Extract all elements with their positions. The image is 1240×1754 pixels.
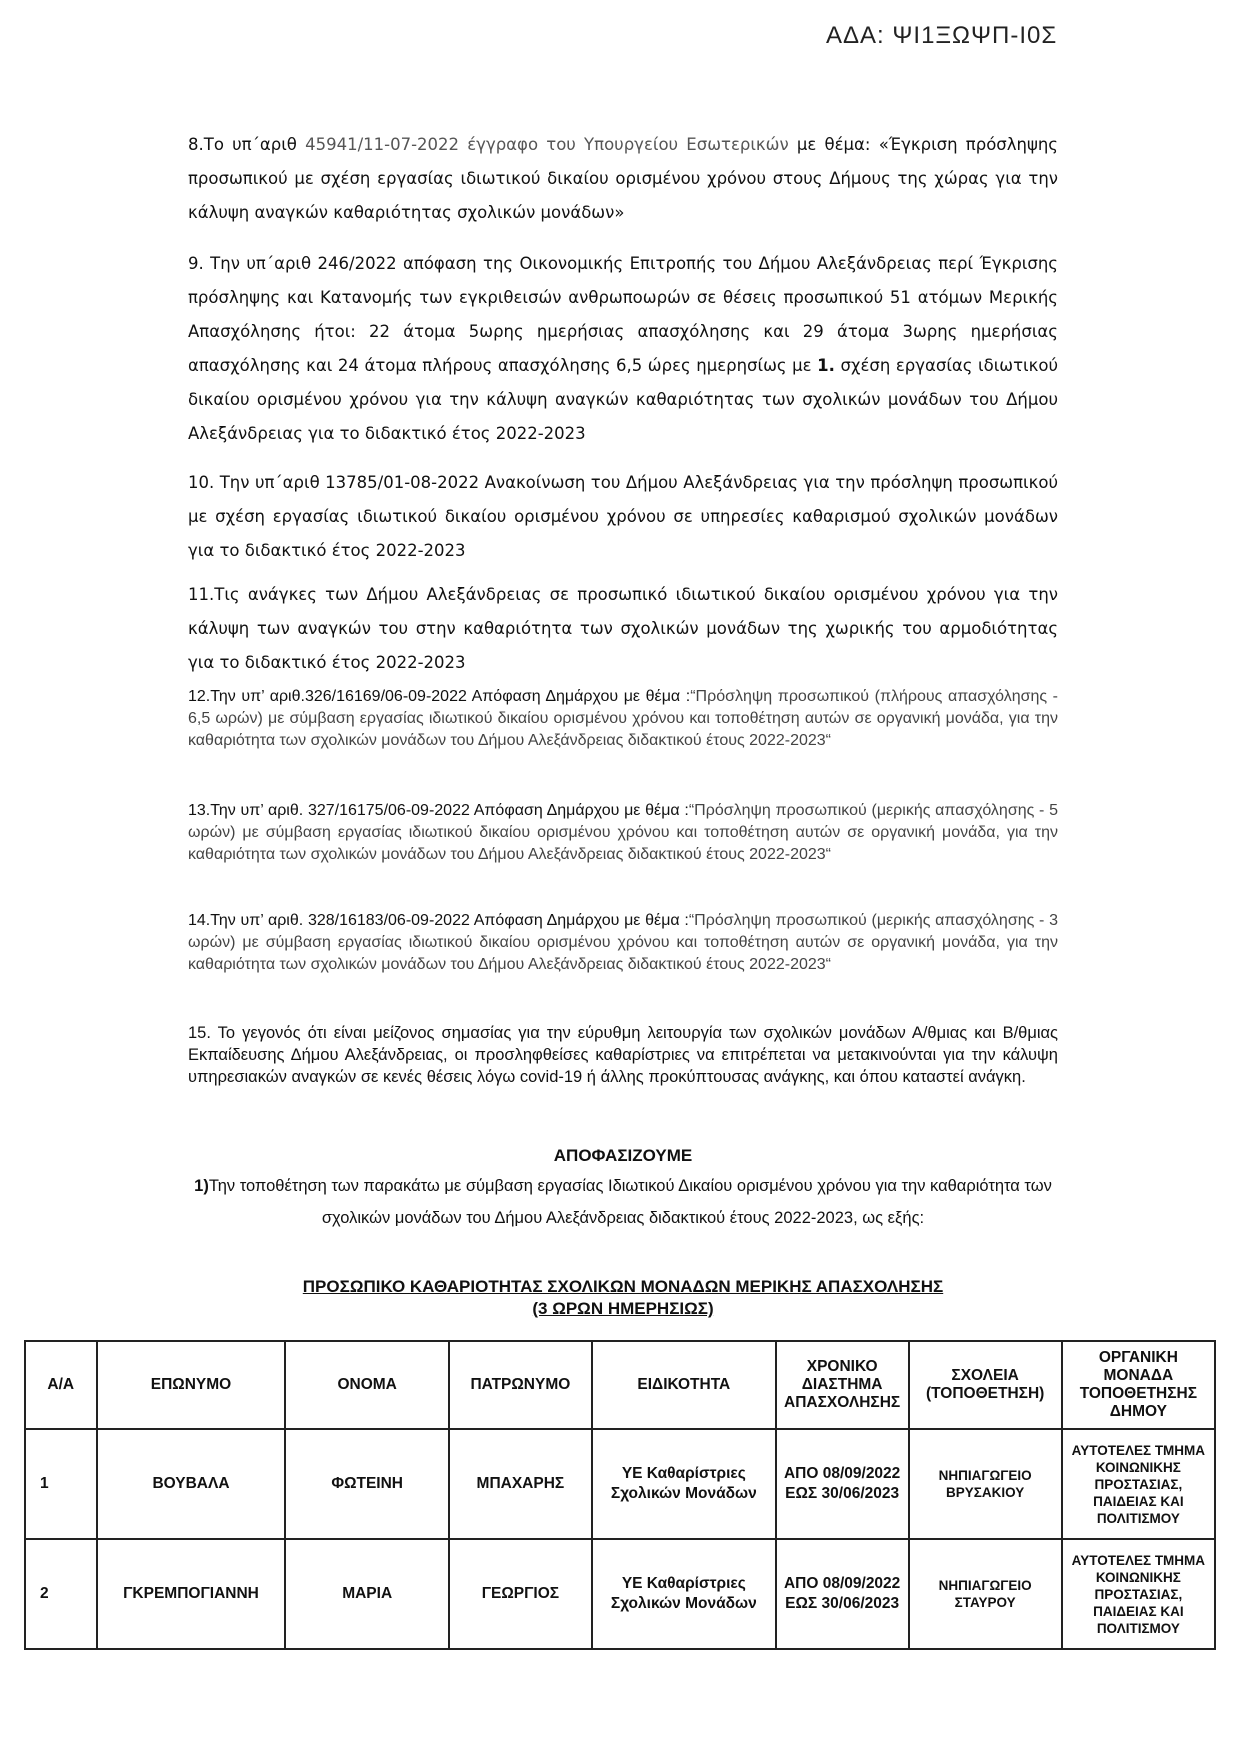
paragraph-13-body: “Πρόσληψη προσωπικού (μερικής απασχόλησης - 5 ωρών) με σύμβαση εργασίας ιδιωτικού δικαίου ορισμένου χρόνου και τοποθέτηση αυτών σε οργανική μονάδα, για την καθαριότητα των σχολικών μονάδων του Δήμου Αλεξάνδρειας διδακτικού έτους 2022-2023“ bbox=[188, 802, 1058, 863]
header-aa: Α/Α bbox=[25, 1341, 97, 1429]
cell-specialty: ΥΕ Καθαρίστριες Σχολικών Μονάδων bbox=[592, 1539, 776, 1649]
paragraph-9-text-a: 9. Την υπ΄αριθ 246/2022 απόφαση της Οικονομικής Επιτροπής του Δήμου Αλεξάνδρειας περί Έγκρισης πρόσληψης και Κατανομής των εγκριθεισών ανθρωποωρών σε θέσεις προσωπικού 51 ατόμων Μερικής Απασχόλησης ήτοι: 22 άτομα 5ωρης ημερήσιας απασχόλησης και 29 άτομα 3ωρης ημερήσιας απασχόλησης και 24 άτομα πλήρους απασχόλησης 6,5 ώρες ημερησίως με bbox=[188, 254, 1058, 375]
paragraph-9-bold: 1. bbox=[817, 356, 835, 375]
paragraph-14-lead: 14.Την υπ’ αριθ. 328/16183/06-09-2022 Απόφαση Δημάρχου με θέμα : bbox=[188, 912, 689, 929]
cell-school: ΝΗΠΙΑΓΩΓΕΙΟ ΣΤΑΥΡΟΥ bbox=[909, 1539, 1062, 1649]
header-name: ΟΝΟΜΑ bbox=[285, 1341, 448, 1429]
decision-title: ΑΠΟΦΑΣΙΖΟΥΜΕ bbox=[553, 1146, 693, 1165]
paragraph-8-lead: 8.Το υπ΄αριθ bbox=[188, 135, 306, 154]
header-employment-period: ΧΡΟΝΙΚΟ ΔΙΑΣΤΗΜΑ ΑΠΑΣΧΟΛΗΣΗΣ bbox=[776, 1341, 909, 1429]
paragraph-12-lead: 12.Την υπ’ αριθ.326/16169/06-09-2022 Απόφαση Δημάρχου με θέμα : bbox=[188, 688, 691, 705]
table-header-row bbox=[25, 1341, 1215, 1429]
header-specialty: ΕΙΔΙΚΟΤΗΤΑ bbox=[592, 1341, 776, 1429]
paragraph-8-rest: με θέμα: «Έγκριση πρόσληψης προσωπικού με σχέση εργασίας ιδιωτικού δικαίου ορισμένου χρόνου στους Δήμους της χώρας για την κάλυψη αναγκών καθαριότητας σχολικών μονάδων» bbox=[188, 135, 1058, 222]
decision-number: 1) bbox=[194, 1177, 209, 1195]
decision-text bbox=[188, 1170, 1058, 1234]
table-row bbox=[25, 1539, 1215, 1649]
paragraph-14 bbox=[188, 910, 1058, 976]
staff-table bbox=[24, 1340, 1216, 1650]
paragraph-12-body: “Πρόσληψη προσωπικού (πλήρους απασχόλησης - 6,5 ωρών) με σύμβαση εργασίας ιδιωτικού δικαίου ορισμένου χρόνου και τοποθέτηση αυτών σε οργανική μονάδα, για την καθαριότητα των σχολικών μονάδων του Δήμου Αλεξάνδρειας διδακτικού έτους 2022-2023“ bbox=[188, 688, 1059, 749]
cell-specialty: ΥΕ Καθαρίστριες Σχολικών Μονάδων bbox=[592, 1429, 776, 1539]
paragraph-8-reference: 45941/11-07-2022 έγγραφο του Υπουργείου Εσωτερικών bbox=[305, 135, 789, 154]
section-title-line-2: (3 ΩΡΩΝ ΗΜΕΡΗΣΙΩΣ) bbox=[532, 1299, 714, 1318]
section-title bbox=[188, 1276, 1058, 1320]
cell-aa: 2 bbox=[25, 1539, 97, 1649]
cell-aa: 1 bbox=[25, 1429, 97, 1539]
cell-fathers-name: ΜΠΑΧΑΡΗΣ bbox=[449, 1429, 592, 1539]
section-title-line-1: ΠΡΟΣΩΠΙΚΟ ΚΑΘΑΡΙΟΤΗΤΑΣ ΣΧΟΛΙΚΩΝ ΜΟΝΑΔΩΝ ΜΕΡΙΚΗΣ ΑΠΑΣΧΟΛΗΣΗΣ bbox=[302, 1277, 944, 1296]
paragraph-11: 11.Τις ανάγκες των Δήμου Αλεξάνδρειας σε προσωπικό ιδιωτικού δικαίου ορισμένου χρόνου για την κάλυψη των αναγκών του στην καθαριότητα των σχολικών μονάδων της χωρικής του αρμοδιότητας για το διδακτικό έτος 2022-2023 bbox=[188, 585, 1058, 672]
paragraph-13-lead: 13.Την υπ’ αριθ. 327/16175/06-09-2022 Απόφαση Δημάρχου με θέμα : bbox=[188, 802, 689, 819]
cell-fathers-name: ΓΕΩΡΓΙΟΣ bbox=[449, 1539, 592, 1649]
paragraph-14-body: “Πρόσληψη προσωπικού (μερικής απασχόλησης - 3 ωρών) με σύμβαση εργασίας ιδιωτικού δικαίου ορισμένου χρόνου και τοποθέτηση αυτών σε οργανική μονάδα, για την καθαριότητα των σχολικών μονάδων του Δήμου Αλεξάνδρειας διδακτικού έτους 2022-2023“ bbox=[188, 912, 1058, 973]
paragraph-10: 10. Την υπ΄αριθ 13785/01-08-2022 Ανακοίνωση του Δήμου Αλεξάνδρειας για την πρόσληψη προσωπικού με σχέση εργασίας ιδιωτικού δικαίου ορισμένου χρόνου σε υπηρεσίες καθαρισμού σχολικών μονάδων για το διδακτικό έτος 2022-2023 bbox=[188, 473, 1058, 560]
paragraph-8 bbox=[188, 128, 1058, 230]
header-schools: ΣΧΟΛΕΙΑ (ΤΟΠΟΘΕΤΗΣΗ) bbox=[909, 1341, 1062, 1429]
cell-name: ΦΩΤΕΙΝΗ bbox=[285, 1429, 448, 1539]
paragraph-13 bbox=[188, 800, 1058, 866]
paragraph-12 bbox=[188, 686, 1058, 752]
cell-employment-period: ΑΠΟ 08/09/2022 ΕΩΣ 30/06/2023 bbox=[776, 1539, 909, 1649]
cell-employment-period: ΑΠΟ 08/09/2022 ΕΩΣ 30/06/2023 bbox=[776, 1429, 909, 1539]
header-surname: ΕΠΩΝΥΜΟ bbox=[97, 1341, 286, 1429]
paragraph-15: 15. Το γεγονός ότι είναι μείζονος σημασίας για την εύρυθμη λειτουργία των σχολικών μονάδων Α/θμιας και Β/θμιας Εκπαίδευσης Δήμου Αλεξάνδρειας, οι προσληφθείσες καθαρίστριες να επιτρέπεται να μετακινούνται για την κάλυψη υπηρεσιακών αναγκών σε κενές θέσεις λόγω covid-19 ή άλλης προκύπτουσας ανάγκης, και όπου καταστεί ανάγκη. bbox=[188, 1024, 1058, 1086]
cell-organic-unit: ΑΥΤΟΤΕΛΕΣ ΤΜΗΜΑ ΚΟΙΝΩΝΙΚΗΣ ΠΡΟΣΤΑΣΙΑΣ, ΠΑΙΔΕΙΑΣ ΚΑΙ ΠΟΛΙΤΙΣΜΟΥ bbox=[1062, 1429, 1215, 1539]
paragraph-9 bbox=[188, 247, 1058, 451]
header-fathers-name: ΠΑΤΡΩΝΥΜΟ bbox=[449, 1341, 592, 1429]
cell-school: ΝΗΠΙΑΓΩΓΕΙΟ ΒΡΥΣΑΚΙΟΥ bbox=[909, 1429, 1062, 1539]
cell-surname: ΓΚΡΕΜΠΟΓΙΑΝΝΗ bbox=[97, 1539, 286, 1649]
cell-organic-unit: ΑΥΤΟΤΕΛΕΣ ΤΜΗΜΑ ΚΟΙΝΩΝΙΚΗΣ ΠΡΟΣΤΑΣΙΑΣ, ΠΑΙΔΕΙΑΣ ΚΑΙ ΠΟΛΙΤΙΣΜΟΥ bbox=[1062, 1539, 1215, 1649]
decision-body: Την τοποθέτηση των παρακάτω με σύμβαση εργασίας Ιδιωτικού Δικαίου ορισμένου χρόνου για την καθαριότητα των σχολικών μονάδων του Δήμου Αλεξάνδρειας διδακτικού έτους 2022-2023, ως εξής: bbox=[208, 1177, 1052, 1227]
ada-code: ΑΔΑ: ΨΙ1ΞΩΨΠ-Ι0Σ bbox=[826, 22, 1058, 49]
cell-surname: ΒΟΥΒΑΛΑ bbox=[97, 1429, 286, 1539]
cell-name: ΜΑΡΙΑ bbox=[285, 1539, 448, 1649]
table-row bbox=[25, 1429, 1215, 1539]
header-organic-unit: ΟΡΓΑΝΙΚΗ ΜΟΝΑΔΑ ΤΟΠΟΘΕΤΗΣΗΣ ΔΗΜΟΥ bbox=[1062, 1341, 1215, 1429]
paragraph-9-text-b: σχέση εργασίας ιδιωτικού δικαίου ορισμένου χρόνου για την κάλυψη αναγκών καθαριότητας των σχολικών μονάδων του Δήμου Αλεξάνδρειας για το διδακτικό έτος 2022-2023 bbox=[188, 356, 1059, 443]
